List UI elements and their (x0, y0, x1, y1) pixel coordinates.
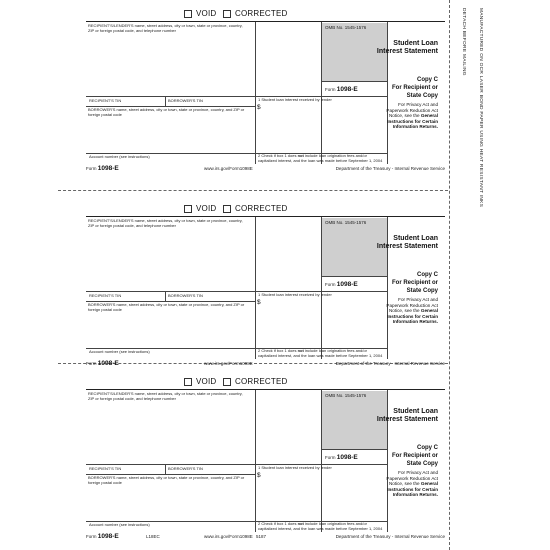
manufacturer-notice: MANUFACTURED ON OCR LASER BOND PAPER USING HEAT RESISTANT INKS (478, 8, 483, 208)
omb-number: OMB No. 1545-1576 (325, 220, 367, 225)
form-number: Form 1098-E (325, 454, 358, 461)
form-grid (86, 216, 445, 359)
corrected-label: CORRECTED (235, 204, 288, 213)
box1-dollar: $ (257, 472, 261, 479)
borrower-address-label: BORROWER'S name, street address, city or town, state or province, country, and ZIP or foreign postal code (88, 107, 245, 117)
footer-form-number: Form 1098-E (86, 360, 119, 367)
privacy-notice: For Privacy Act and Paperwork Reduction Act Notice, see the General Instructions for Certain Information Returns. (386, 297, 438, 325)
void-corrected-row (86, 9, 445, 21)
void-checkbox[interactable] (184, 378, 192, 386)
form-grid (86, 21, 445, 164)
corrected-checkbox[interactable] (223, 205, 231, 213)
form-code-left: L18EC (146, 534, 160, 539)
recipient-lender-label: RECIPIENT'S/LENDER'S name, street address, city or town, state or province, country, ZIP or foreign postal code, and telephone number (88, 218, 243, 228)
corrected-label: CORRECTED (235, 377, 288, 386)
borrower-address-label: BORROWER'S name, street address, city or town, state or province, country, and ZIP or foreign postal code (88, 302, 245, 312)
privacy-notice: For Privacy Act and Paperwork Reduction Act Notice, see the General Instructions for Certain Information Returns. (386, 102, 438, 130)
for-recipient-label: For Recipient or State Copy (391, 453, 438, 467)
box1-dollar: $ (257, 104, 261, 111)
footer-form-number: Form 1098-E (86, 165, 119, 172)
corrected-checkbox[interactable] (223, 378, 231, 386)
detach-notice: DETACH BEFORE MAILING (461, 8, 466, 76)
form-1098e-copy-2 (86, 204, 445, 370)
copy-c-label: Copy C (417, 272, 438, 278)
form-footer (86, 163, 445, 173)
account-number-label: Account number (see instructions) (89, 522, 150, 527)
box2-label: 2 Check if box 1 does not include loan origination fees and/or capitalized interest, and the loan was made before September 1, 2004 (258, 521, 383, 531)
account-number-label: Account number (see instructions) (89, 154, 150, 159)
form-footer (86, 358, 445, 368)
form-footer (86, 531, 445, 541)
void-checkbox[interactable] (184, 205, 192, 213)
account-number-label: Account number (see instructions) (89, 349, 150, 354)
void-label: VOID (196, 9, 217, 18)
department-label: Department of the Treasury - Internal Revenue Service (335, 166, 445, 171)
box2-label: 2 Check if box 1 does not include loan origination fees and/or capitalized interest, and the loan was made before September 1, 2004 (258, 348, 383, 358)
copy-c-label: Copy C (417, 445, 438, 451)
box1-label: 1 Student loan interest received by lender (258, 465, 332, 470)
void-label: VOID (196, 204, 217, 213)
footer-form-number: Form 1098-E (86, 533, 119, 540)
box1-label: 1 Student loan interest received by lender (258, 97, 332, 102)
form-grid (86, 389, 445, 532)
form-title: Student Loan Interest Statement (376, 40, 438, 55)
borrower-address-label: BORROWER'S name, street address, city or town, state or province, country, and ZIP or foreign postal code (88, 475, 245, 485)
recipient-tin-label: RECIPIENT'S TIN (89, 98, 122, 103)
for-recipient-label: For Recipient or State Copy (391, 85, 438, 99)
box1-dollar: $ (257, 299, 261, 306)
borrower-tin-label: BORROWER'S TIN (168, 293, 203, 298)
irs-url: www.irs.gov/Form1098E (204, 534, 253, 539)
void-label: VOID (196, 377, 217, 386)
omb-number: OMB No. 1545-1576 (325, 393, 367, 398)
form-title: Student Loan Interest Statement (376, 235, 438, 250)
copy-c-label: Copy C (417, 77, 438, 83)
corrected-label: CORRECTED (235, 9, 288, 18)
department-label: Department of the Treasury - Internal Revenue Service (335, 361, 445, 366)
recipient-lender-label: RECIPIENT'S/LENDER'S name, street address, city or town, state or province, country, ZIP or foreign postal code, and telephone number (88, 23, 243, 33)
department-label: Department of the Treasury - Internal Revenue Service (335, 534, 445, 539)
form-code-right: 5187 (256, 534, 267, 539)
for-recipient-label: For Recipient or State Copy (391, 280, 438, 294)
omb-number: OMB No. 1545-1576 (325, 25, 367, 30)
box1-label: 1 Student loan interest received by lender (258, 292, 332, 297)
form-1098e-copy-3 (86, 377, 445, 543)
vertical-perforation (449, 0, 450, 550)
form-number: Form 1098-E (325, 281, 358, 288)
form-1098e-copy-1 (86, 9, 445, 175)
corrected-checkbox[interactable] (223, 10, 231, 18)
void-corrected-row (86, 377, 445, 389)
irs-url: www.irs.gov/Form1098E (204, 361, 253, 366)
borrower-tin-label: BORROWER'S TIN (168, 98, 203, 103)
form-number: Form 1098-E (325, 86, 358, 93)
irs-url: www.irs.gov/Form1098E (204, 166, 253, 171)
form-title: Student Loan Interest Statement (376, 408, 438, 423)
privacy-notice: For Privacy Act and Paperwork Reduction Act Notice, see the General Instructions for Certain Information Returns. (386, 470, 438, 498)
box2-label: 2 Check if box 1 does not include loan origination fees and/or capitalized interest, and the loan was made before September 1, 2004 (258, 153, 383, 163)
recipient-tin-label: RECIPIENT'S TIN (89, 293, 122, 298)
borrower-tin-label: BORROWER'S TIN (168, 466, 203, 471)
void-corrected-row (86, 204, 445, 216)
recipient-tin-label: RECIPIENT'S TIN (89, 466, 122, 471)
recipient-lender-label: RECIPIENT'S/LENDER'S name, street address, city or town, state or province, country, ZIP or foreign postal code, and telephone number (88, 391, 243, 401)
void-checkbox[interactable] (184, 10, 192, 18)
horizontal-perforation (58, 190, 448, 191)
